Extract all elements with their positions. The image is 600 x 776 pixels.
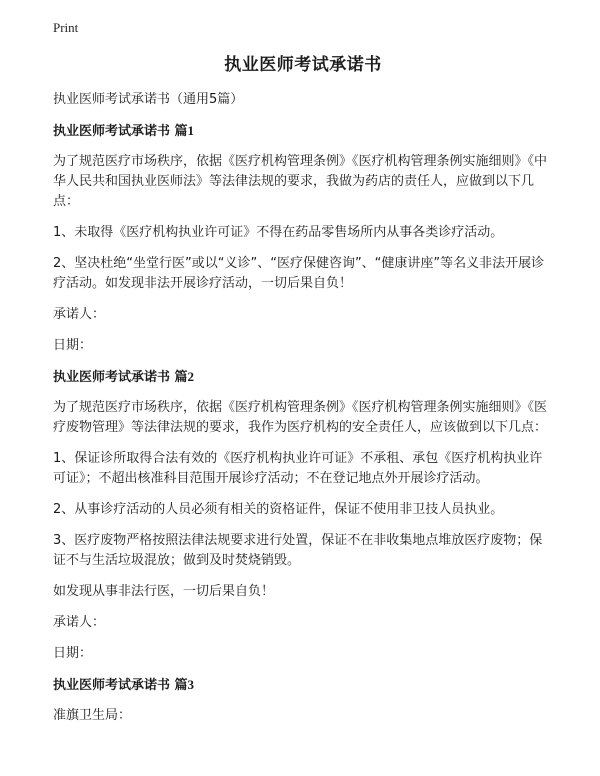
section-heading-number: 2 — [187, 369, 195, 384]
section-heading-text: 执业医师考试承诺书 篇 — [53, 370, 188, 385]
section-heading — [53, 367, 553, 388]
print-link[interactable]: Print — [53, 20, 79, 35]
section-1 — [53, 121, 553, 356]
document-title: 执业医师考试承诺书 — [224, 55, 382, 75]
signer-label: 承诺人： — [53, 307, 106, 322]
paragraph: 为了规范医疗市场秩序，依据《医疗机构管理条例》《医疗机构管理条例实施细则》《中华人民共和国执业医师法》等法律法规的要求，我做为药店的责任人，应做到以下几点： — [53, 154, 548, 209]
section-heading-text: 执业医师考试承诺书 篇 — [53, 124, 188, 139]
section-heading — [53, 675, 553, 696]
paragraph: 1、未取得《医疗机构执业许可证》不得在药品零售场所内从事各类诊疗活动。 — [53, 225, 504, 240]
section-2 — [53, 367, 553, 664]
paragraph: 1、保证诊所取得合法有效的《医疗机构执业许可证》不承租、承包《医疗机构执业许可证》；不超出核准科目范围开展诊疗活动；不在登记地点外开展诊疗活动。 — [53, 451, 543, 486]
document-body — [53, 52, 553, 737]
section-heading — [53, 121, 553, 142]
paragraph: 2、坚决杜绝“坐堂行医”或以“义诊”、“医疗保健咨询”、“健康讲座”等名义非法开展诊疗活动。如发现非法开展诊疗活动，一切后果自负！ — [53, 256, 545, 291]
paragraph: 3、医疗废物严格按照法律法规要求进行处置，保证不在非收集地点堆放医疗废物；保证不与生活垃圾混放；做到及时焚烧销毁。 — [53, 533, 543, 568]
paragraph: 如发现从事非法行医，一切后果自负！ — [53, 584, 275, 599]
paragraph: 准旗卫生局： — [53, 708, 132, 723]
section-heading-number: 3 — [187, 677, 195, 692]
document-subtitle: 执业医师考试承诺书（通用5篇） — [53, 92, 244, 107]
date-label: 日期： — [53, 646, 93, 661]
paragraph: 2、从事诊疗活动的人员必须有相关的资格证件，保证不使用非卫技人员执业。 — [53, 502, 504, 517]
section-heading-text: 执业医师考试承诺书 篇 — [53, 678, 188, 693]
paragraph: 为了规范医疗市场秩序，依据《医疗机构管理条例》《医疗机构管理条例实施细则》《医疗废物管理》等法律法规的要求，我作为医疗机构的安全责任人，应该做到以下几点： — [53, 400, 548, 435]
date-label: 日期： — [53, 338, 93, 353]
section-heading-number: 1 — [187, 123, 195, 138]
signer-label: 承诺人： — [53, 615, 106, 630]
section-3 — [53, 675, 553, 726]
